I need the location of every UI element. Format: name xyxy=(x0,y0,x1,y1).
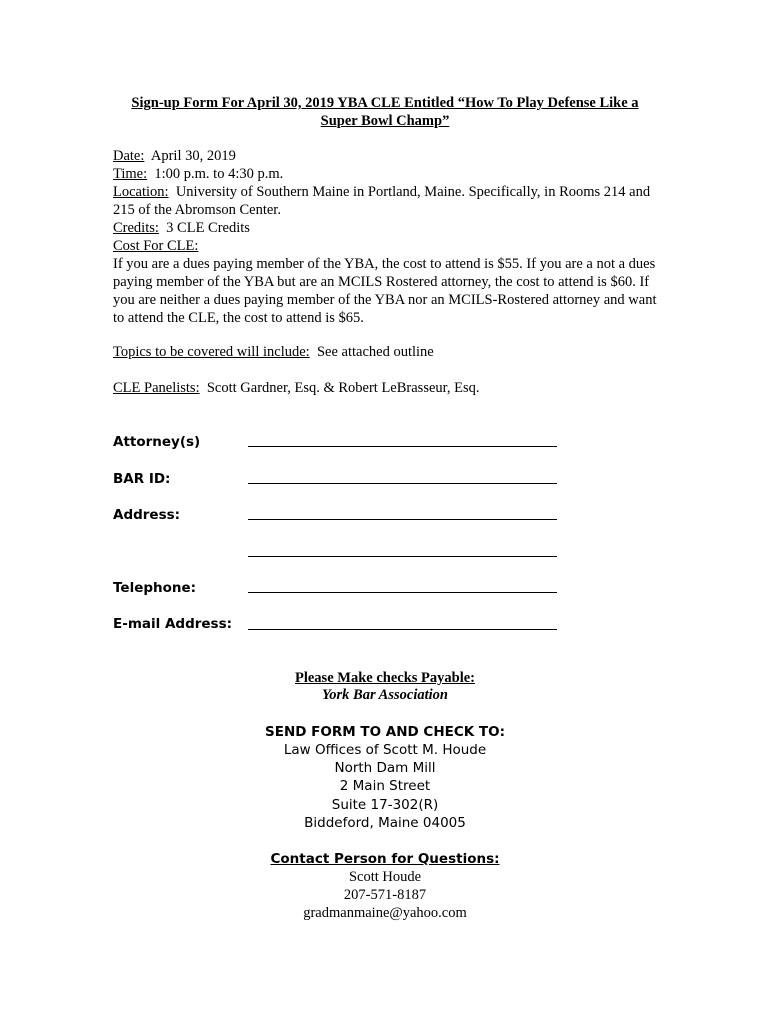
send-address-line: 2 Main Street xyxy=(339,778,431,794)
telephone-field[interactable] xyxy=(248,592,557,593)
send-heading: SEND FORM TO AND CHECK TO: xyxy=(265,724,505,740)
send-address-line: Suite 17-302(R) xyxy=(331,797,439,813)
time-value: 1:00 p.m. to 4:30 p.m. xyxy=(154,166,284,182)
cost-label: Cost For CLE: xyxy=(113,238,199,254)
event-details xyxy=(113,147,658,327)
topics-value: See attached outline xyxy=(316,344,434,360)
panelists-label: CLE Panelists: xyxy=(113,380,200,396)
credits-label: Credits: xyxy=(113,220,159,236)
location-label: Location: xyxy=(113,184,169,200)
send-address-line: North Dam Mill xyxy=(334,760,436,776)
payable-name: York Bar Association xyxy=(322,687,448,703)
email-field[interactable] xyxy=(248,629,557,630)
time-line xyxy=(113,165,658,183)
cost-text: If you are a dues paying member of the YBA, the cost to attend is $55. If you are a not a dues paying member of the YBA but are an MCILS Rostered attorney, the cost to attend is $60. If you are neither a dues paying member of the YBA nor an MCILS-Rostered attorney and want to attend the CLE, the cost to attend is $65. xyxy=(113,256,657,326)
contact-name: Scott Houde xyxy=(348,869,422,885)
cost-line xyxy=(113,237,658,255)
telephone-label: Telephone: xyxy=(113,580,197,596)
email-label: E-mail Address: xyxy=(113,616,233,632)
credits-value: 3 CLE Credits xyxy=(166,220,250,236)
topics-line xyxy=(113,343,434,361)
send-address-line: Law Offices of Scott M. Houde xyxy=(283,742,487,758)
address-label: Address: xyxy=(113,507,181,523)
time-label: Time: xyxy=(113,166,148,182)
contact-phone: 207-571-8187 xyxy=(343,887,427,903)
send-address-line: Biddeford, Maine 04005 xyxy=(304,815,466,831)
address-field-line-2[interactable] xyxy=(248,556,557,557)
payable-heading: Please Make checks Payable: xyxy=(294,670,475,686)
contact-heading: Contact Person for Questions: xyxy=(270,851,500,867)
date-label: Date: xyxy=(113,148,145,164)
bar-id-field[interactable] xyxy=(248,483,557,484)
form-title: Sign-up Form For April 30, 2019 YBA CLE Entitled “How To Play Defense Like a Super Bowl Champ” xyxy=(131,95,639,129)
contact-email: gradmanmaine@yahoo.com xyxy=(303,905,467,921)
bar-id-label: BAR ID: xyxy=(113,471,171,487)
panelists-value: Scott Gardner, Esq. & Robert LeBrasseur, Esq. xyxy=(206,380,480,396)
location-value: University of Southern Maine in Portland, Maine. Specifically, in Rooms 214 and 215 of the Abromson Center. xyxy=(113,184,651,218)
date-value: April 30, 2019 xyxy=(150,148,236,164)
panelists-line xyxy=(113,379,480,397)
topics-label: Topics to be covered will include: xyxy=(113,344,310,360)
location-line xyxy=(113,183,658,219)
attorney-field[interactable] xyxy=(248,446,557,447)
attorney-label: Attorney(s) xyxy=(113,434,201,450)
date-line xyxy=(113,147,658,165)
address-field-line-1[interactable] xyxy=(248,519,557,520)
credits-line xyxy=(113,219,658,237)
